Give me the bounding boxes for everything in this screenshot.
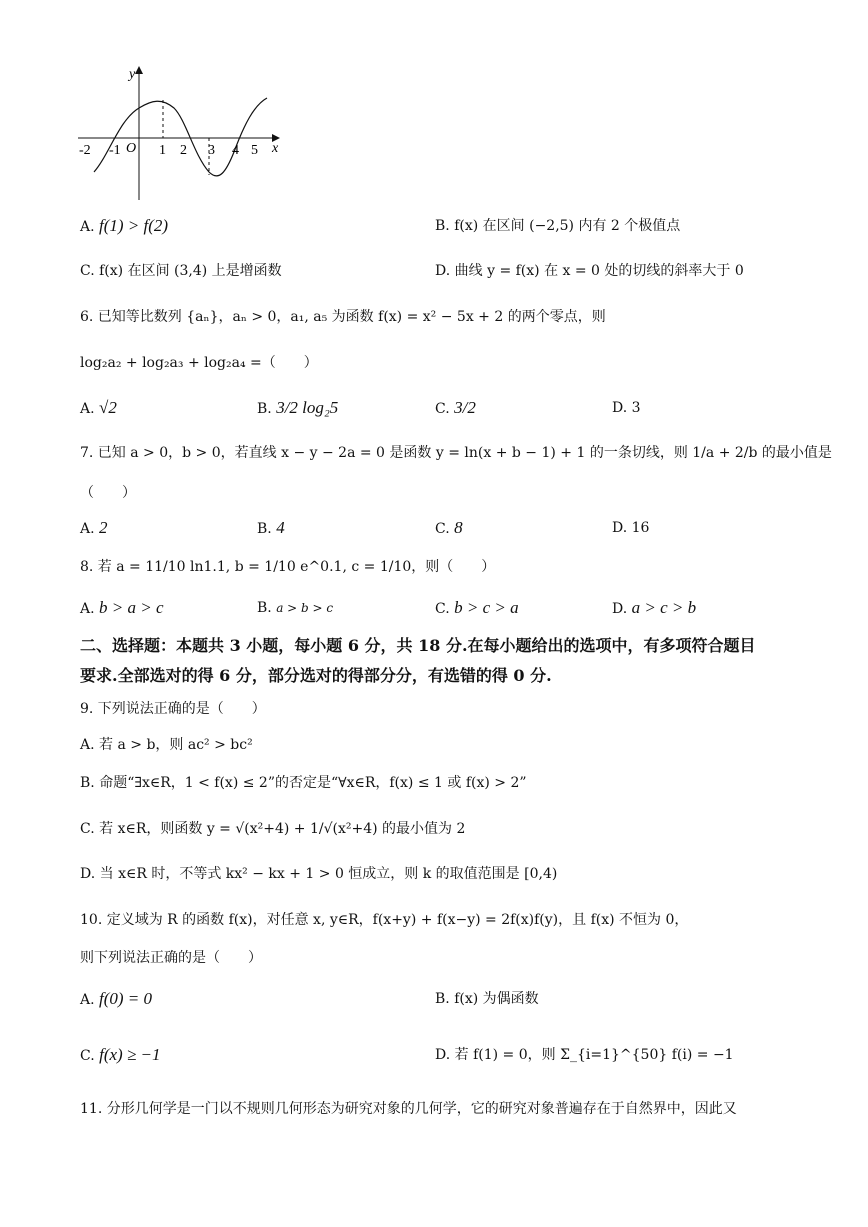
q9-stem: 9. 下列说法正确的是（ ） [80,701,266,717]
q8-option-b[interactable]: B. a > b > c [257,600,334,616]
q7-paren: （ ） [80,485,136,501]
q6-option-c[interactable]: C. 3/2 [435,398,476,417]
q7-stem: 7. 已知 a > 0，b > 0，若直线 x − y − 2a = 0 是函数 y = ln(x + b − 1) + 1 的一条切线，则 1/a + 2/b 的最小值是 [80,445,832,461]
tick-5: 5 [251,143,258,158]
curve [94,98,267,176]
q5-option-c[interactable]: C. f(x) 在区间 (3,4) 上是增函数 [80,263,282,279]
y-label: y [129,67,136,82]
q5-option-d[interactable]: D. 曲线 y = f(x) 在 x = 0 处的切线的斜率大于 0 [435,263,744,279]
q5-option-a[interactable]: A. f(1) > f(2) [80,216,169,235]
tick-3: 3 [208,143,215,158]
q9-option-a[interactable]: A. 若 a > b，则 ac² > bc² [80,737,253,753]
tick-2: 2 [180,143,187,158]
q9-option-c[interactable]: C. 若 x∈R，则函数 y = √(x²+4) + 1/√(x²+4) 的最小值为 2 [80,821,466,837]
q6-option-a[interactable]: A. √2 [80,398,117,417]
q9-option-d[interactable]: D. 当 x∈R 时，不等式 kx² − kx + 1 > 0 恒成立，则 k 的取值范围是 [0,4) [80,866,558,882]
section2-line1: 二、选择题：本题共 3 小题，每小题 6 分，共 18 分.在每小题给出的选项中，有多项符合题目 [80,636,756,655]
q8-option-d[interactable]: D. a > c > b [612,598,697,617]
tick-m2: -2 [79,143,91,158]
q10-option-b[interactable]: B. f(x) 为偶函数 [435,991,539,1007]
section2-line2: 要求.全部选对的得 6 分，部分选对的得部分分，有选错的得 0 分. [80,666,552,685]
q10-option-a[interactable]: A. f(0) = 0 [80,989,153,1008]
function-graph [74,60,284,205]
q7-option-c[interactable]: C. 8 [435,518,463,537]
q10-option-c[interactable]: C. f(x) ≥ −1 [80,1045,161,1064]
q8-option-c[interactable]: C. b > c > a [435,598,519,617]
q5-option-b[interactable]: B. f(x) 在区间 (−2,5) 内有 2 个极值点 [435,218,681,234]
q7-option-b[interactable]: B. 4 [257,518,285,537]
q6-stem-2: log₂a₂ + log₂a₃ + log₂a₄ =（ ） [80,355,318,371]
q11-stem: 11. 分形几何学是一门以不规则几何形态为研究对象的几何学，它的研究对象普遍存在于自然界中，因此又 [80,1101,737,1117]
q10-option-d[interactable]: D. 若 f(1) = 0，则 Σ_{i=1}^{50} f(i) = −1 [435,1047,734,1063]
q6-stem: 6. 已知等比数列 {aₙ}，aₙ > 0，a₁, a₅ 为函数 f(x) = x² − 5x + 2 的两个零点，则 [80,309,606,325]
x-label: x [272,141,279,156]
q10-stem: 10. 定义域为 R 的函数 f(x)，对任意 x, y∈R，f(x+y) + f(x−y) = 2f(x)f(y)，且 f(x) 不恒为 0， [80,912,689,928]
origin-label: O [126,141,137,156]
q9-option-b[interactable]: B. 命题“∃x∈R，1 < f(x) ≤ 2”的否定是“∀x∈R，f(x) ≤ 1 或 f(x) > 2” [80,775,527,791]
q10-stem-2: 则下列说法正确的是（ ） [80,950,262,966]
q6-option-b[interactable]: B. 3/2 log₂5 [257,398,339,417]
q7-option-a[interactable]: A. 2 [80,518,108,537]
q6-option-d[interactable]: D. 3 [612,400,641,416]
tick-1: 1 [159,143,166,158]
tick-m1: -1 [109,143,121,158]
q8-option-a[interactable]: A. b > a > c [80,598,164,617]
q8-stem: 8. 若 a = 11/10 ln1.1, b = 1/10 e^0.1, c = 1/10，则（ ） [80,559,496,575]
q7-option-d[interactable]: D. 16 [612,520,650,536]
tick-4: 4 [232,143,239,158]
